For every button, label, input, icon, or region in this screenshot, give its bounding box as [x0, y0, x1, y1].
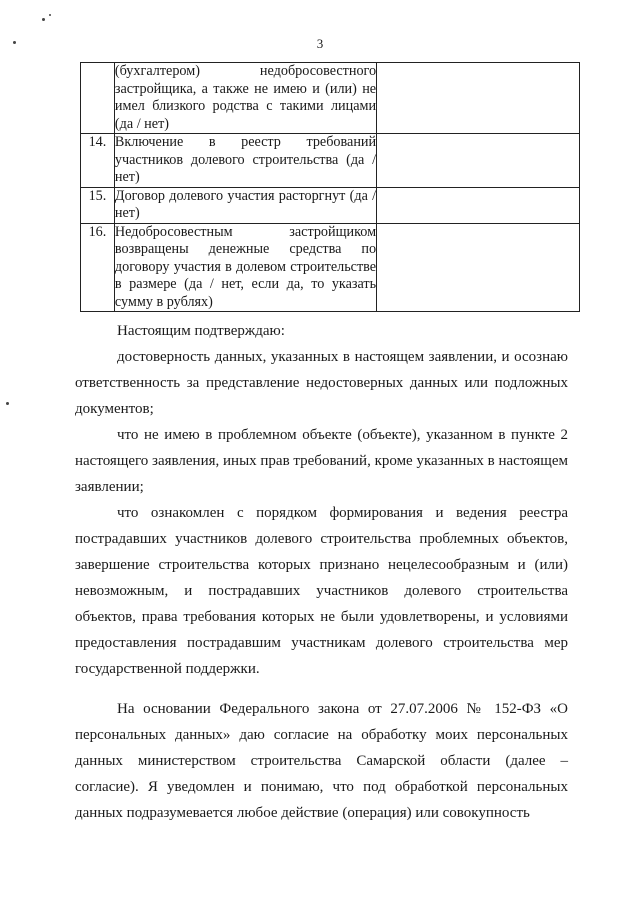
table-row — [81, 63, 580, 134]
row-number: 15. — [81, 187, 115, 223]
scan-speck — [6, 402, 9, 405]
row-text: Недобросовестным застройщиком возвращены денежные средства по договору участия в долевом строительстве в размере (да / нет, если да, то указать сумму в рублях) — [114, 223, 377, 310]
declaration-body — [75, 318, 568, 826]
row-answer-field[interactable] — [377, 63, 580, 134]
row-text: (бухгалтером) недобросовестного застройщика, а также не имею и (или) не имел близкого родства с такими лицами (да / нет) — [114, 63, 377, 132]
confirm-heading: Настоящим подтверждаю: — [117, 323, 285, 339]
table-row — [81, 187, 580, 223]
row-description — [114, 134, 376, 188]
declaration-paragraph-registry-familiarization: что ознакомлен с порядком формирования и ведения реестра пострадавших участников долевого строительства проблемных объектов, завершение строительства которых признано нецелесообразным и (или) невозможным, и пострадавших участников долевого строительства объектов, права требования которых не были удовлетворены, и условиями предоставления пострадавшим участникам долевого строительства мер государственной поддержки. — [75, 505, 568, 677]
row-answer-field[interactable] — [377, 134, 580, 188]
row-answer-field[interactable] — [377, 223, 580, 312]
row-description — [114, 223, 376, 312]
row-description — [114, 63, 376, 134]
row-text: Включение в реестр требований участников долевого строительства (да / нет) — [114, 134, 377, 185]
table-row — [81, 223, 580, 312]
row-number: 16. — [81, 223, 115, 312]
table-row — [81, 134, 580, 188]
scan-speck — [42, 18, 45, 21]
page-number: 3 — [316, 36, 324, 51]
personal-data-consent-paragraph: На основании Федерального закона от 27.07.2006 № 152-ФЗ «О персональных данных» даю согласие на обработку моих персональных данных министерством строительства Самарской области (далее – согласие). Я уведомлен и понимаю, что под обработкой персональных данных подразумевается любое действие (операция) или совокупность — [75, 701, 568, 821]
row-number — [81, 63, 115, 134]
row-answer-field[interactable] — [377, 187, 580, 223]
scan-speck — [49, 14, 51, 16]
applicant-questionnaire-table — [80, 62, 580, 312]
row-number: 14. — [81, 134, 115, 188]
declaration-paragraph-authenticity: достоверность данных, указанных в настоящем заявлении, и осознаю ответственность за представление недостоверных данных или подложных документов; — [75, 349, 568, 417]
row-description — [114, 187, 376, 223]
row-text: Договор долевого участия расторгнут (да / нет) — [114, 187, 377, 221]
declaration-paragraph-no-other-claims: что не имею в проблемном объекте (объекте), указанном в пункте 2 настоящего заявления, иных прав требований, кроме указанных в настоящем заявлении; — [75, 427, 569, 495]
